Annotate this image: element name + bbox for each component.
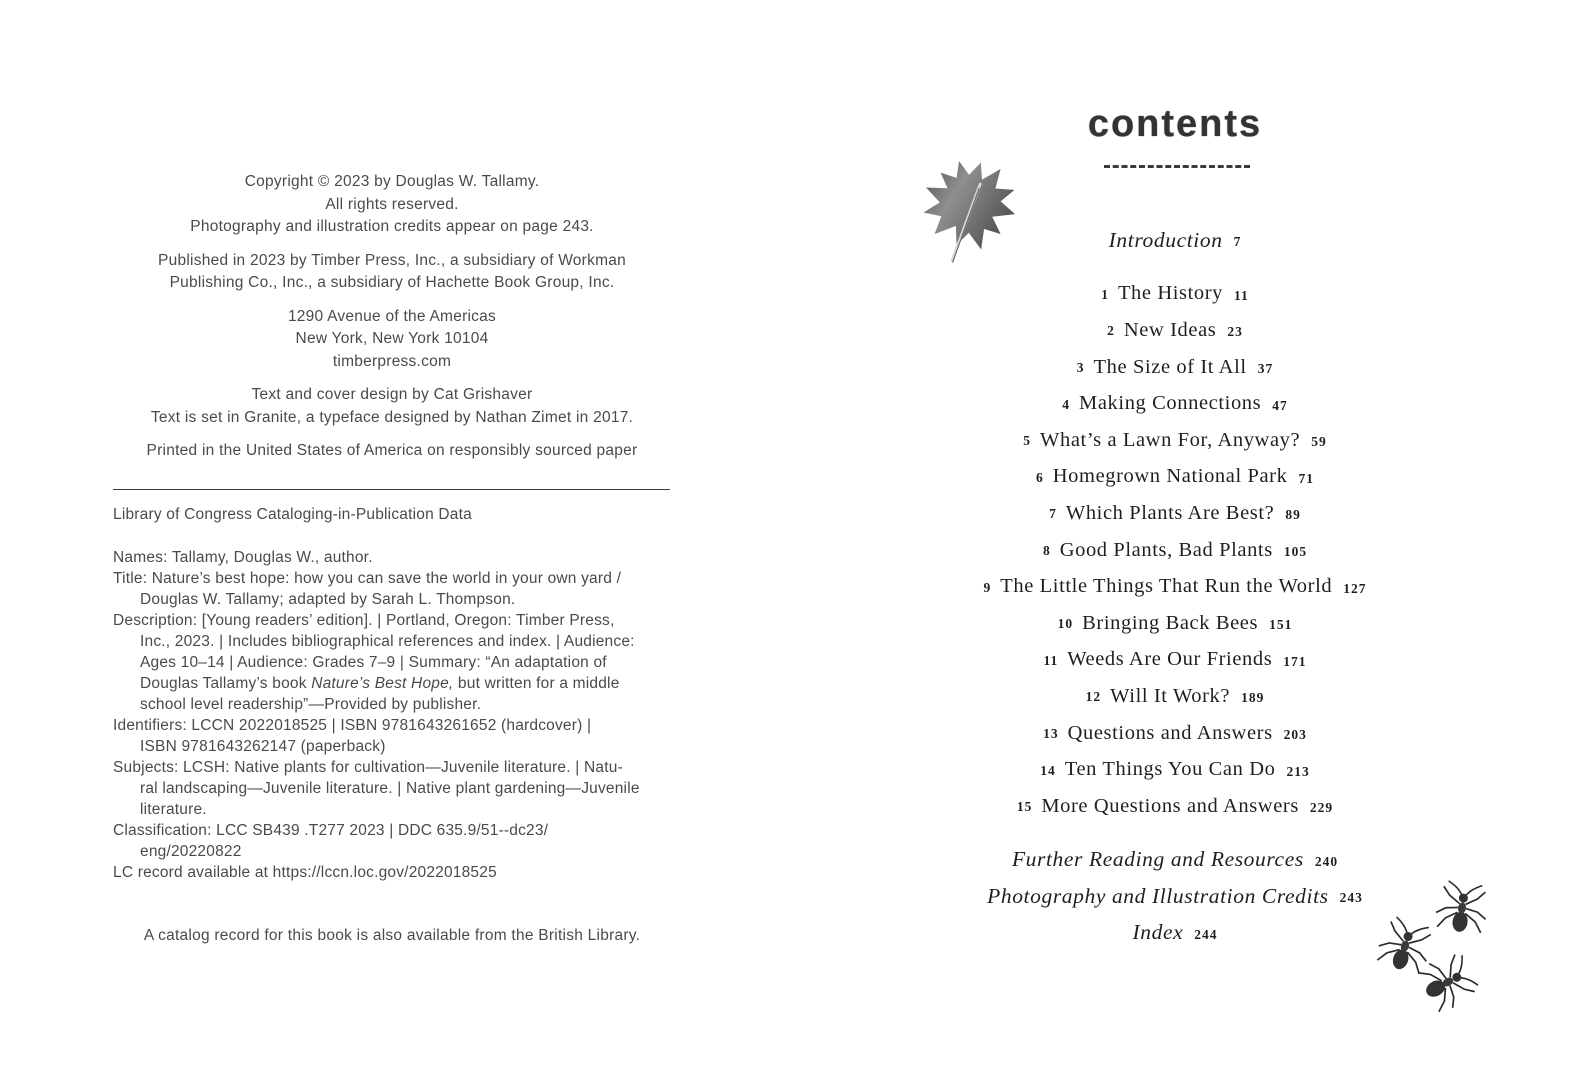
chapter-title: Ten Things You Can Do bbox=[1064, 758, 1276, 781]
cip-line: Inc., 2023. | Includes bibliographical references and index. | Audience: bbox=[140, 633, 635, 650]
chapter-page-number: 23 bbox=[1227, 324, 1243, 340]
publisher-website: timberpress.com bbox=[332, 352, 452, 370]
three-ants-illustration bbox=[1360, 876, 1500, 1026]
copyright-line: Copyright © 2023 by Douglas W. Tallamy. bbox=[244, 173, 540, 190]
chapter-title: What’s a Lawn For, Anyway? bbox=[1040, 428, 1301, 451]
chapter-page-number: 171 bbox=[1283, 653, 1307, 669]
back-matter-page-number: 244 bbox=[1194, 926, 1218, 942]
chapter-page-number: 151 bbox=[1269, 617, 1293, 633]
toc-chapter-row bbox=[792, 568, 1558, 605]
toc-chapter-row bbox=[792, 385, 1558, 422]
chapter-number: 5 bbox=[1023, 433, 1032, 449]
cip-line: Classification: LCC SB439 .T277 2023 | DDC 635.9/51--dc23/ bbox=[113, 822, 549, 839]
toc-chapter-row bbox=[792, 788, 1558, 825]
chapter-number: 2 bbox=[1107, 323, 1115, 339]
chapter-number: 9 bbox=[983, 579, 992, 595]
cip-line: Identifiers: LCCN 2022018525 | ISBN 9781643261652 (hardcover) | bbox=[113, 717, 592, 734]
cip-lines bbox=[113, 547, 688, 883]
chapter-title: Making Connections bbox=[1079, 392, 1262, 415]
cip-line: literature. bbox=[140, 801, 207, 818]
title-underline-dots bbox=[1104, 165, 1250, 168]
cip-line: Douglas W. Tallamy; adapted by Sarah L. Thompson. bbox=[140, 591, 516, 608]
chapter-title: The History bbox=[1117, 282, 1224, 305]
cip-line: Douglas Tallamy’s book Nature’s Best Hope, but written for a middle bbox=[140, 675, 620, 692]
chapter-title: More Questions and Answers bbox=[1041, 794, 1299, 817]
publisher-block bbox=[113, 250, 671, 295]
chapter-page-number: 37 bbox=[1257, 361, 1274, 377]
chapter-title: Will It Work? bbox=[1110, 684, 1231, 707]
cip-line: ral landscaping—Juvenile literature. | Native plant gardening—Juvenile bbox=[140, 780, 640, 797]
toc-chapter-row bbox=[792, 349, 1558, 386]
chapter-number: 1 bbox=[1101, 286, 1109, 302]
chapter-number: 3 bbox=[1076, 360, 1085, 376]
cip-line: Subjects: LCSH: Native plants for cultivation—Juvenile literature. | Natu- bbox=[113, 759, 623, 776]
toc-chapter-row bbox=[792, 715, 1558, 752]
chapter-number: 7 bbox=[1049, 506, 1057, 522]
ant-icon bbox=[1374, 914, 1437, 976]
toc-chapter-row bbox=[792, 495, 1558, 532]
chapter-page-number: 71 bbox=[1298, 470, 1314, 486]
toc-chapter-row bbox=[792, 459, 1558, 496]
chapter-number: 6 bbox=[1036, 469, 1044, 485]
chapter-title: Weeds Are Our Friends bbox=[1067, 648, 1273, 671]
chapter-page-number: 89 bbox=[1285, 507, 1301, 523]
publisher-line-1: Published in 2023 by Timber Press, Inc., a subsidiary of Workman bbox=[157, 251, 626, 269]
chapter-number: 11 bbox=[1043, 652, 1059, 668]
toc-chapter-row bbox=[792, 532, 1558, 569]
chapter-title: The Little Things That Run the World bbox=[1000, 575, 1333, 598]
cip-line: Ages 10–14 | Audience: Grades 7–9 | Summary: “An adaptation of bbox=[140, 654, 607, 671]
design-credit-block bbox=[113, 384, 671, 429]
chapter-page-number: 229 bbox=[1309, 800, 1334, 816]
address-line-1: 1290 Avenue of the Americas bbox=[287, 307, 497, 325]
chapter-page-number: 189 bbox=[1241, 690, 1265, 706]
contents-page bbox=[792, 0, 1584, 1072]
printed-line: Printed in the United States of America on responsibly sourced paper bbox=[146, 442, 638, 459]
toc-chapter-row bbox=[792, 642, 1558, 679]
chapter-page-number: 47 bbox=[1272, 397, 1288, 413]
copyright-block bbox=[113, 171, 671, 239]
chapter-page-number: 127 bbox=[1343, 580, 1367, 596]
design-credit-line: Text and cover design by Cat Grishaver bbox=[251, 386, 533, 403]
chapter-page-number: 213 bbox=[1286, 763, 1310, 779]
back-matter-page-number: 243 bbox=[1339, 890, 1363, 906]
chapter-title: Good Plants, Bad Plants bbox=[1059, 538, 1273, 561]
publisher-line-2: Publishing Co., Inc., a subsidiary of Hachette Book Group, Inc. bbox=[169, 274, 615, 291]
chapter-page-number: 203 bbox=[1283, 727, 1307, 743]
cip-line: Title: Nature’s best hope: how you can save the world in your own yard / bbox=[113, 570, 622, 587]
chapter-number: 15 bbox=[1016, 799, 1033, 815]
toc-chapter-row bbox=[792, 605, 1558, 642]
back-matter-title: Further Reading and Resources bbox=[1011, 847, 1304, 872]
chapter-title: Homegrown National Park bbox=[1052, 465, 1288, 488]
table-of-contents bbox=[792, 222, 1558, 951]
back-matter-title: Photography and Illustration Credits bbox=[987, 883, 1329, 908]
imprint-block bbox=[113, 171, 671, 474]
chapter-page-number: 59 bbox=[1311, 434, 1327, 450]
toc-chapter-row bbox=[792, 751, 1558, 788]
chapter-number: 14 bbox=[1040, 762, 1056, 778]
chapter-page-number: 11 bbox=[1234, 287, 1249, 303]
ant-icon bbox=[1415, 948, 1482, 1015]
british-library-note: A catalog record for this book is also available from the British Library. bbox=[143, 927, 641, 944]
cip-line: eng/20220822 bbox=[140, 843, 242, 860]
chapter-list bbox=[792, 276, 1558, 825]
chapter-page-number: 105 bbox=[1283, 544, 1308, 560]
chapter-number: 8 bbox=[1042, 543, 1051, 559]
typeface-credit-line: Text is set in Granite, a typeface designed by Nathan Zimet in 2017. bbox=[150, 408, 634, 426]
horizontal-divider bbox=[113, 489, 670, 490]
chapter-title: Which Plants Are Best? bbox=[1065, 501, 1275, 524]
back-matter-title: Index bbox=[1132, 920, 1184, 945]
intro-title: Introduction bbox=[1108, 227, 1223, 252]
address-block bbox=[113, 306, 671, 374]
cip-line: LC record available at https://lccn.loc.gov/2022018525 bbox=[113, 864, 497, 881]
chapter-title: New Ideas bbox=[1123, 318, 1217, 341]
back-matter-page-number: 240 bbox=[1314, 853, 1339, 869]
rights-line: All rights reserved. bbox=[325, 195, 459, 213]
chapter-number: 13 bbox=[1043, 726, 1059, 742]
toc-chapter-row bbox=[792, 312, 1558, 349]
toc-intro-row bbox=[792, 222, 1558, 259]
page-title: contents bbox=[1087, 103, 1263, 145]
chapter-title: Questions and Answers bbox=[1067, 721, 1273, 744]
address-line-2: New York, New York 10104 bbox=[295, 330, 489, 347]
ant-icon bbox=[1434, 880, 1490, 935]
cip-line: ISBN 9781643262147 (paperback) bbox=[140, 738, 386, 755]
intro-page-number: 7 bbox=[1233, 234, 1242, 250]
toc-back-matter-row bbox=[792, 842, 1558, 879]
cip-line: school level readership”—Provided by publisher. bbox=[140, 696, 482, 713]
toc-chapter-row bbox=[792, 276, 1558, 313]
chapter-number: 10 bbox=[1057, 616, 1074, 632]
chapter-number: 4 bbox=[1062, 396, 1071, 412]
chapter-title: The Size of It All bbox=[1093, 355, 1247, 378]
cip-block bbox=[113, 504, 688, 883]
cip-line: Names: Tallamy, Douglas W., author. bbox=[113, 549, 373, 566]
chapter-title: Bringing Back Bees bbox=[1082, 611, 1259, 634]
credits-line: Photography and illustration credits appear on page 243. bbox=[190, 218, 594, 235]
toc-chapter-row bbox=[792, 678, 1558, 715]
chapter-number: 12 bbox=[1085, 689, 1102, 705]
cip-line: Description: [Young readers’ edition]. | Portland, Oregon: Timber Press, bbox=[113, 612, 615, 629]
toc-chapter-row bbox=[792, 422, 1558, 459]
cip-heading: Library of Congress Cataloging-in-Publication Data bbox=[113, 506, 472, 523]
